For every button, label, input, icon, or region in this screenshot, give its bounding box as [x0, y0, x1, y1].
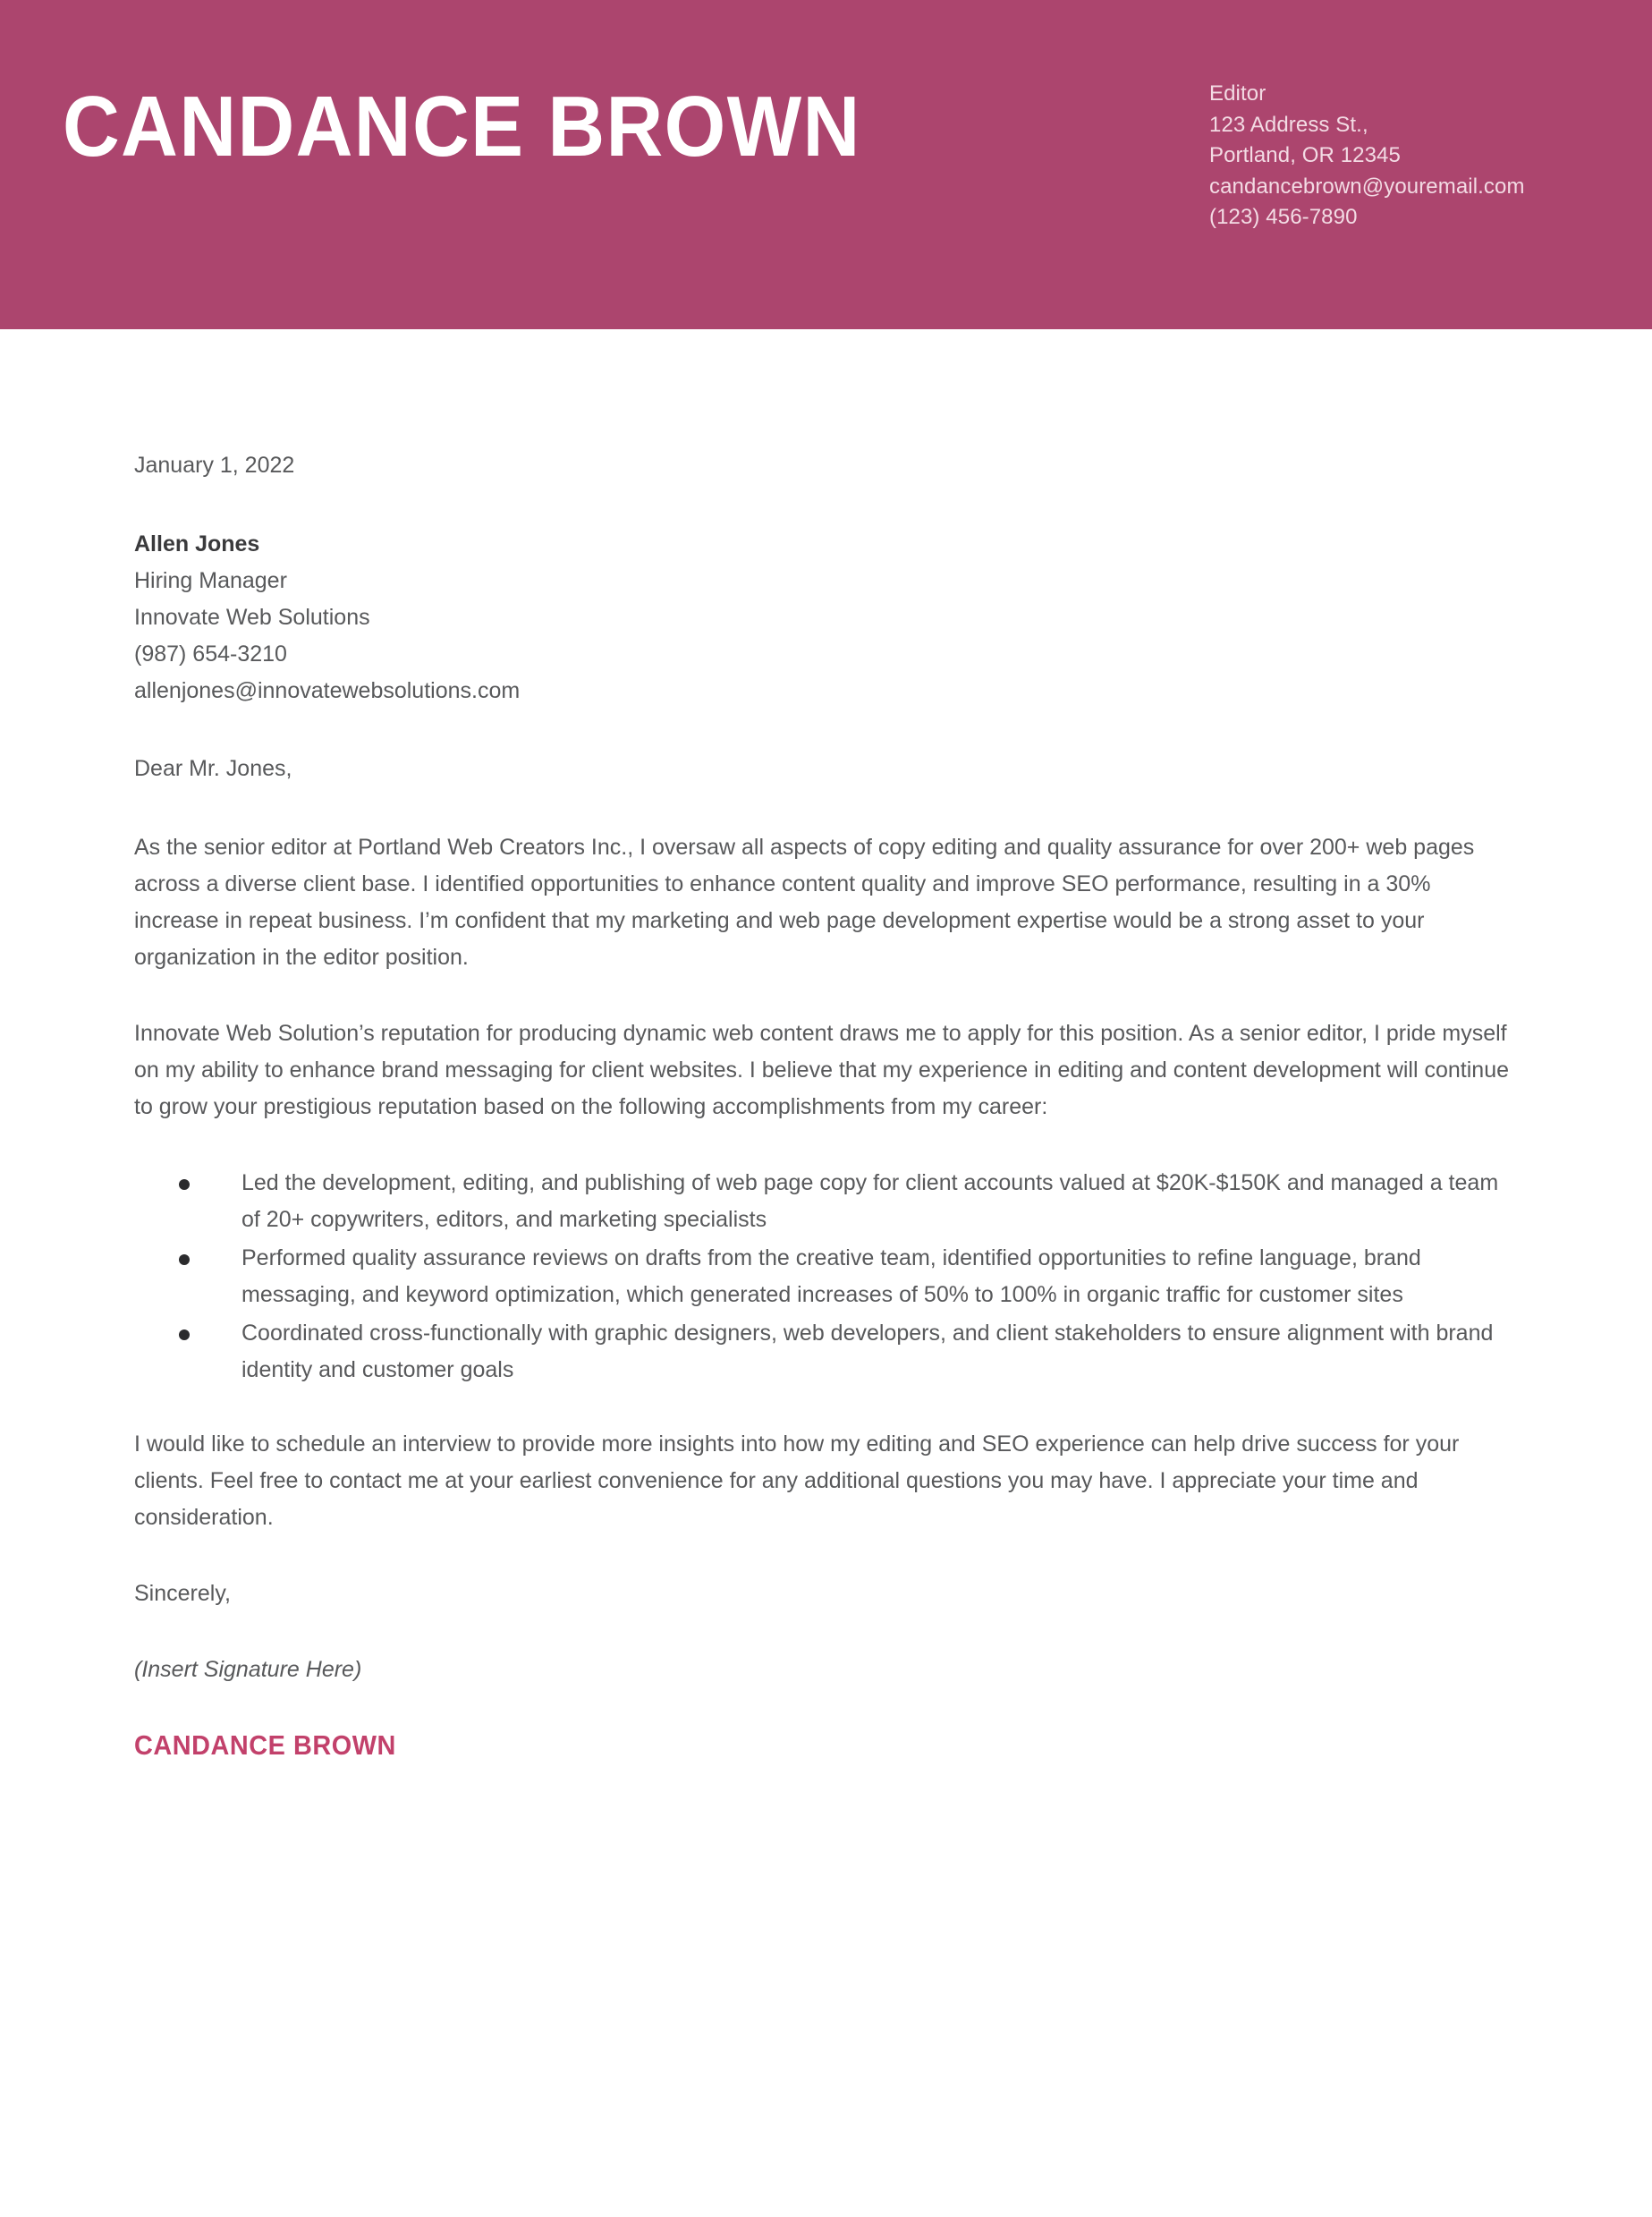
closing-salutation: Sincerely, [134, 1581, 231, 1606]
list-item-text: Performed quality assurance reviews on drafts from the creative team, identified opportunities to refine language, brand messaging, and keyword optimization, which generated increases of 50% to 100% in organic traffic for customer sites [241, 1245, 1421, 1307]
bullet-dot-icon [179, 1329, 190, 1340]
letter-body [134, 447, 1516, 1762]
recipient-email[interactable]: allenjones@innovatewebsolutions.com [134, 678, 521, 703]
letter-date: January 1, 2022 [134, 453, 295, 478]
paragraph-call-to-action: I would like to schedule an interview to provide more insights into how my editing and SEO experience can help drive success for your clients. Feel free to contact me at your earliest convenience for any additional questions you may have. I appreciate your time and consideration. [134, 1431, 1460, 1530]
recipient-block [134, 526, 1516, 709]
bullet-dot-icon [179, 1254, 190, 1265]
accomplishments-list [134, 1165, 1516, 1389]
list-item [134, 1315, 1516, 1389]
contact-phone[interactable]: (123) 456-7890 [1209, 205, 1358, 229]
recipient-title: Hiring Manager [134, 568, 287, 593]
applicant-name-heading: CANDANCE BROWN [63, 79, 861, 174]
salutation: Dear Mr. Jones, [134, 756, 292, 781]
contact-city-state: Portland, OR 12345 [1209, 143, 1401, 167]
recipient-company: Innovate Web Solutions [134, 605, 370, 630]
header-contact-block [1209, 79, 1621, 234]
list-item [134, 1165, 1516, 1238]
paragraph-intro: As the senior editor at Portland Web Creators Inc., I oversaw all aspects of copy editing and quality assurance for over 200+ web pages across a diverse client base. I identified opportunities to enhance content quality and improve SEO performance, resulting in a 30% increase in repeat business. I’m confident that my marketing and web page development expertise would be a strong asset to your organization in the editor position. [134, 835, 1475, 970]
list-item-text: Coordinated cross-functionally with graphic designers, web developers, and client stakeholders to ensure alignment with brand identity and customer goals [241, 1321, 1494, 1382]
bullet-dot-icon [179, 1179, 190, 1190]
contact-email[interactable]: candancebrown@youremail.com [1209, 174, 1525, 199]
signature-placeholder: (Insert Signature Here) [134, 1657, 362, 1682]
list-item-text: Led the development, editing, and publishing of web page copy for client accounts valued at $20K-$150K and managed a team of 20+ copywriters, editors, and marketing specialists [241, 1170, 1499, 1232]
contact-job-title: Editor [1209, 81, 1267, 106]
signature-name: CANDANCE BROWN [134, 1729, 396, 1761]
header-banner [0, 0, 1652, 329]
recipient-phone[interactable]: (987) 654-3210 [134, 641, 287, 667]
paragraph-motivation: Innovate Web Solution’s reputation for producing dynamic web content draws me to apply for this position. As a senior editor, I pride myself on my ability to enhance brand messaging for client websites. I believe that my experience in editing and content development will continue to grow your prestigious reputation based on the following accomplishments from my career: [134, 1021, 1509, 1119]
recipient-name: Allen Jones [134, 531, 260, 556]
contact-street: 123 Address St., [1209, 112, 1368, 137]
list-item [134, 1240, 1516, 1313]
